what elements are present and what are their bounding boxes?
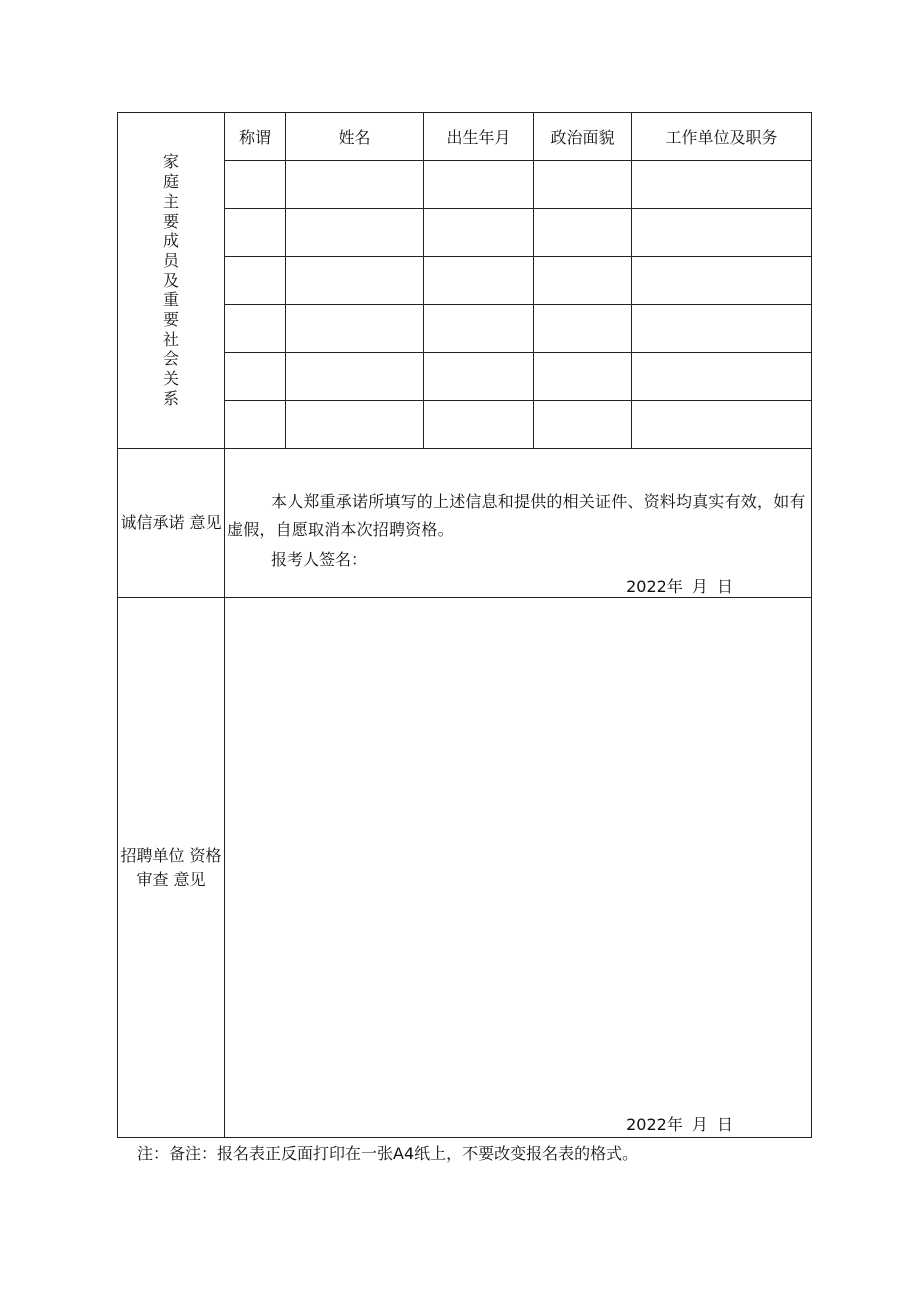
registration-form-table [117, 112, 812, 1138]
review-row [118, 598, 812, 1138]
family-members-label: 家庭主要成员及重要社会关系 [162, 152, 179, 408]
political-status-cell[interactable] [534, 209, 632, 257]
employer-position-cell[interactable] [632, 401, 812, 449]
relation-cell[interactable] [225, 161, 286, 209]
name-cell[interactable] [286, 305, 424, 353]
pledge-content-cell [225, 449, 812, 598]
birth-cell[interactable] [424, 305, 534, 353]
column-header-employer-position: 工作单位及职务 [632, 113, 812, 161]
column-header-political-status: 政治面貌 [534, 113, 632, 161]
relation-cell[interactable] [225, 401, 286, 449]
employer-position-cell[interactable] [632, 209, 812, 257]
family-header-row [118, 113, 812, 161]
employer-position-cell[interactable] [632, 305, 812, 353]
relation-cell[interactable] [225, 305, 286, 353]
pledge-date: 2022年 月 日 [626, 577, 733, 596]
name-cell[interactable] [286, 161, 424, 209]
name-cell[interactable] [286, 401, 424, 449]
political-status-cell[interactable] [534, 257, 632, 305]
relation-cell[interactable] [225, 257, 286, 305]
column-header-name: 姓名 [286, 113, 424, 161]
political-status-cell[interactable] [534, 161, 632, 209]
birth-cell[interactable] [424, 161, 534, 209]
relation-cell[interactable] [225, 353, 286, 401]
family-members-label-cell [118, 113, 225, 449]
column-header-birth: 出生年月 [424, 113, 534, 161]
employer-position-cell[interactable] [632, 353, 812, 401]
name-cell[interactable] [286, 257, 424, 305]
political-status-cell[interactable] [534, 401, 632, 449]
pledge-row [118, 449, 812, 598]
birth-cell[interactable] [424, 257, 534, 305]
review-content-cell[interactable] [225, 598, 812, 1138]
political-status-cell[interactable] [534, 353, 632, 401]
signature-label: 报考人签名： [271, 550, 368, 569]
review-label: 招聘单位 资格审查 意见 [118, 598, 225, 1138]
employer-position-cell[interactable] [632, 161, 812, 209]
footnote: 注：备注：报名表正反面打印在一张A4纸上，不要改变报名表的格式。 [137, 1144, 639, 1163]
political-status-cell[interactable] [534, 305, 632, 353]
relation-cell[interactable] [225, 209, 286, 257]
birth-cell[interactable] [424, 209, 534, 257]
column-header-relation: 称谓 [225, 113, 286, 161]
birth-cell[interactable] [424, 401, 534, 449]
employer-position-cell[interactable] [632, 257, 812, 305]
pledge-statement: 本人郑重承诺所填写的上述信息和提供的相关证件、资料均真实有效，如有虚假，自愿取消本次招聘资格。 [227, 492, 806, 539]
review-date: 2022年 月 日 [626, 1115, 733, 1134]
name-cell[interactable] [286, 353, 424, 401]
birth-cell[interactable] [424, 353, 534, 401]
name-cell[interactable] [286, 209, 424, 257]
pledge-label: 诚信承诺 意见 [118, 449, 225, 598]
